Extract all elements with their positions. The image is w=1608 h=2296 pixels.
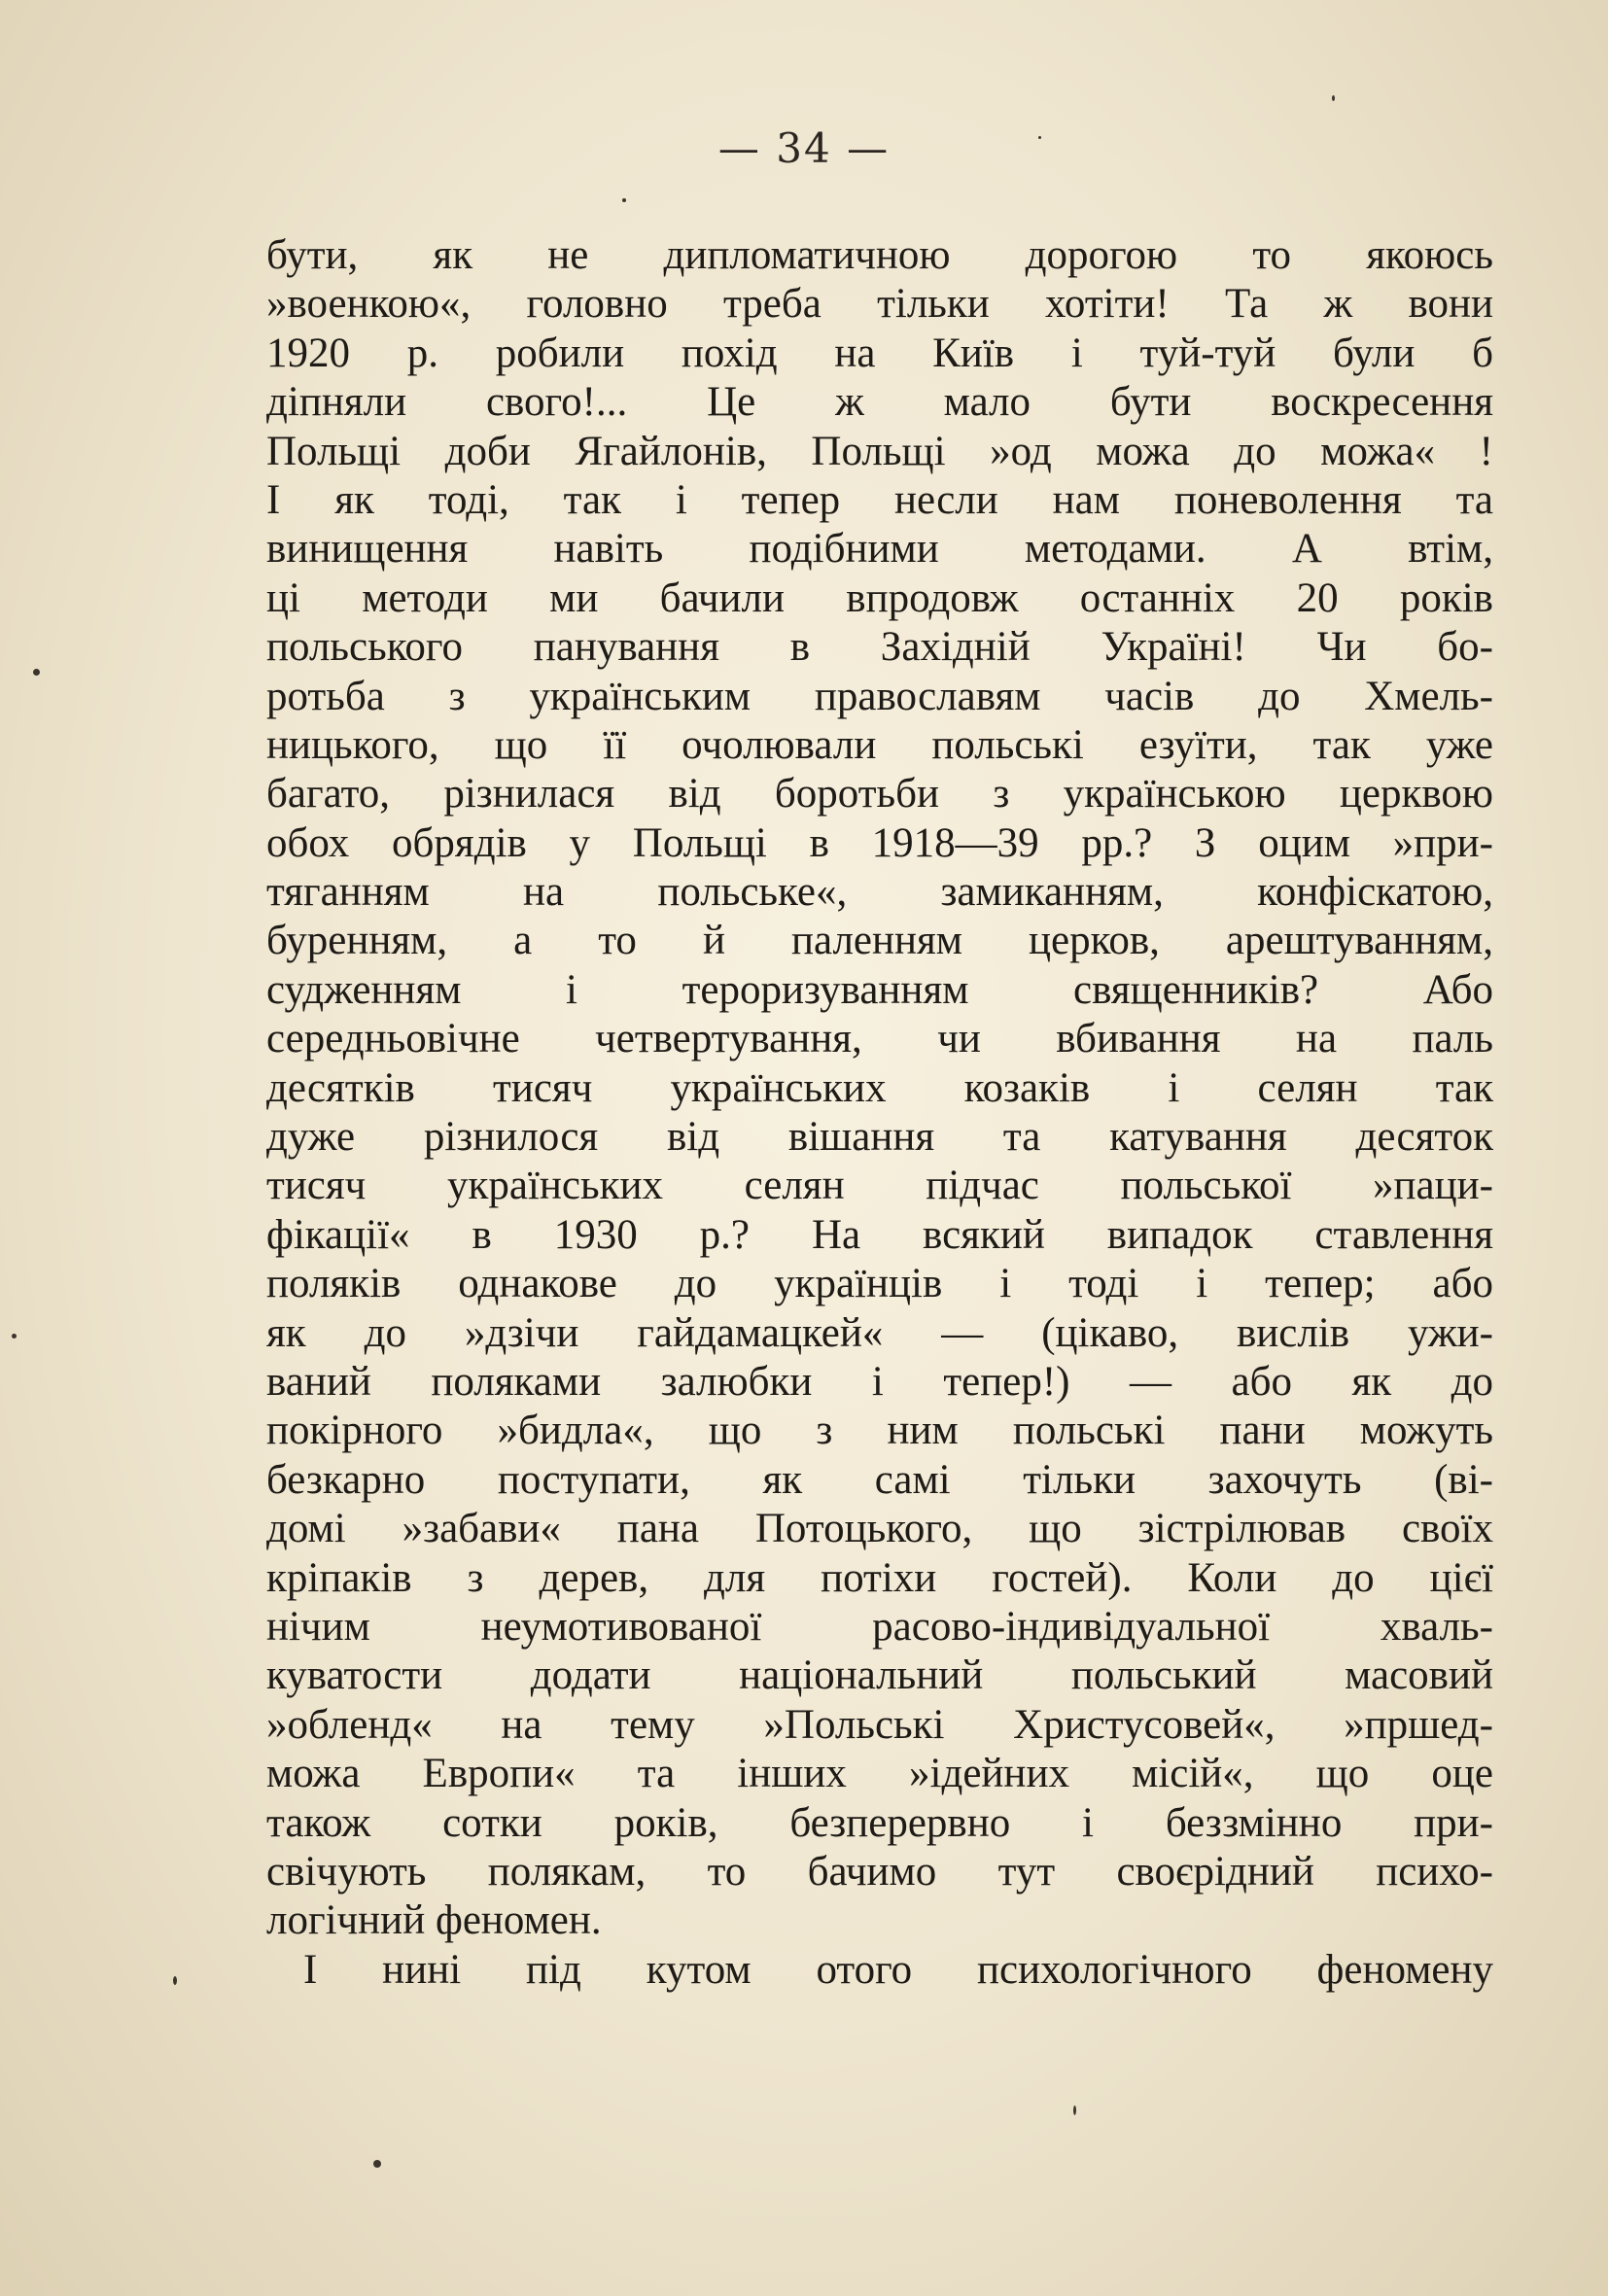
paper-speck [173, 1976, 177, 1985]
text-line: куватости додати національний польський масовий [266, 1652, 1493, 1699]
text-line: свічують полякам, то бачимо тут своєрідний психо- [266, 1848, 1493, 1895]
text-line: поляків однакове до українців і тоді і тепер; або [266, 1261, 1493, 1307]
text-line: багато, різнилася від боротьби з українською церквою [266, 771, 1493, 818]
text-line: ницького, що її очолювали польські езуїти, так уже [266, 721, 1493, 768]
text-line: домі »забави« пана Потоцького, що зістрілював своїх [266, 1506, 1493, 1552]
text-line: нічим неумотивованої расово-індивідуальної хваль- [266, 1603, 1493, 1650]
text-line: можа Европи« та інших »ідейних місій«, що оце [266, 1751, 1493, 1797]
text-line: »обленд« на тему »Польські Христусовей«, »пршед- [266, 1701, 1493, 1748]
page-number: — 34 — [717, 124, 891, 172]
body-text [266, 231, 1493, 1995]
text-line: покірного »бидла«, що з ним польські пани можуть [266, 1408, 1493, 1454]
text-line: безкарно поступати, як самі тільки захочуть (ві- [266, 1456, 1493, 1503]
text-line: середньовічне четвертування, чи вбивання на паль [266, 1016, 1493, 1062]
paper-speck [373, 2160, 381, 2168]
text-line: фікації« в 1930 р.? На всякий випадок ставлення [266, 1211, 1493, 1258]
text-line: також сотки років, безперервно і беззмінно при- [266, 1799, 1493, 1846]
text-line: польського панування в Західній Україні! Чи бо- [266, 624, 1493, 671]
text-line: судженням і тероризуванням священників? Або [266, 966, 1493, 1013]
text-line: І як тоді, так і тепер несли нам поневолення та [266, 476, 1493, 523]
text-line: »военкою«, головно треба тільки хотіти! Та ж вони [266, 281, 1493, 328]
text-line: як до »дзічи гайдамацкей« — (цікаво, вислів ужи- [266, 1309, 1493, 1356]
text-line: винищення навіть подібними методами. А втім, [266, 526, 1493, 573]
paragraph-first-line: І нині під кутом отого психологічного феномену [303, 1946, 1493, 1993]
text-line: тисяч українських селян підчас польської »паци- [266, 1163, 1493, 1209]
text-line: діпняли свого!... Це ж мало бути воскресення [266, 379, 1493, 426]
paper-speck [1332, 95, 1335, 101]
text-line: дуже різнилося від вішання та катування десяток [266, 1114, 1493, 1161]
text-line: ваний поляками залюбки і тепер!) — або як до [266, 1358, 1493, 1405]
text-line: десятків тисяч українських козаків і селян так [266, 1064, 1493, 1111]
text-line: обох обрядів у Польщі в 1918—39 рр.? З оцим »при- [266, 819, 1493, 866]
paper-speck [33, 669, 40, 676]
text-line: ротьба з українським православям часів до Хмель- [266, 673, 1493, 719]
text-line: тяганням на польське«, замиканням, конфіскатою, [266, 869, 1493, 916]
text-line: ці методи ми бачили впродовж останніх 20 років [266, 574, 1493, 621]
paper-speck [12, 1334, 17, 1339]
paper-speck [1073, 2105, 1076, 2115]
text-line: буренням, а то й паленням церков, арештуванням, [266, 918, 1493, 964]
text-line: 1920 р. робили похід на Київ і туй-туй були б [266, 330, 1493, 376]
text-line: Польщі доби Ягайлонів, Польщі »од можа до можа« ! [266, 428, 1493, 474]
paragraph-end-line: логічний феномен. [266, 1897, 602, 1944]
text-line: кріпаків з дерев, для потіхи гостей). Коли до цієї [266, 1554, 1493, 1601]
paper-speck [1038, 136, 1041, 139]
paper-speck [622, 198, 626, 202]
text-line: бути, як не дипломатичною дорогою то якоюсь [266, 232, 1493, 278]
